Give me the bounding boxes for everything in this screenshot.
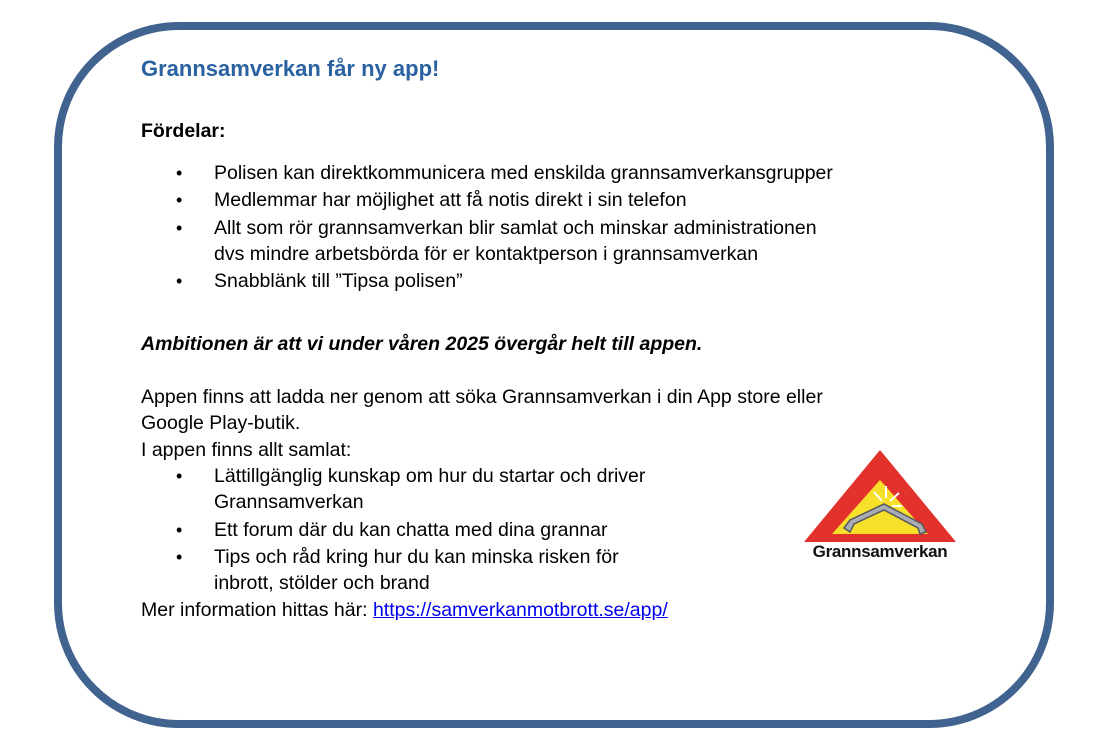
bullet-icon: • [176, 547, 183, 567]
download-text-line-2: Google Play-butik. [141, 412, 301, 434]
list-item [176, 268, 463, 294]
list-item-text-continued: dvs mindre arbetsbörda för er kontaktperson i grannsamverkan [214, 243, 759, 265]
bullet-icon: • [176, 466, 183, 486]
list-item-text: Polisen kan direktkommunicera med enskilda grannsamverkansgrupper [214, 162, 833, 184]
list-item-text-continued: Grannsamverkan [214, 491, 364, 513]
bullet-icon: • [176, 520, 183, 540]
list-item-text: Snabblänk till ”Tipsa polisen” [214, 270, 463, 292]
logo-wordmark: Grannsamverkan [812, 542, 948, 561]
list-item-text: Medlemmar har möjlighet att få notis direkt i sin telefon [214, 189, 687, 211]
list-item [176, 215, 817, 267]
list-item-text: Ett forum där du kan chatta med dina grannar [214, 519, 608, 541]
list-item [176, 463, 646, 515]
ambition-statement: Ambitionen är att vi under våren 2025 övergår helt till appen. [141, 333, 703, 355]
bullet-icon: • [176, 190, 183, 210]
list-item [176, 517, 608, 543]
list-item-text: Allt som rör grannsamverkan blir samlat och minskar administrationen [214, 217, 817, 239]
list-item-text-continued: inbrott, stölder och brand [214, 572, 430, 594]
bullet-icon: • [176, 218, 183, 238]
grannsamverkan-logo [800, 446, 960, 570]
list-item-text: Lättillgänglig kunskap om hur du startar och driver [214, 465, 646, 487]
more-info-label: Mer information hittas här: [141, 599, 373, 621]
list-item-text: Tips och råd kring hur du kan minska risken för [214, 546, 619, 568]
bullet-icon: • [176, 163, 183, 183]
warning-triangle-crowbar-icon [800, 446, 960, 546]
more-info-link[interactable]: https://samverkanmotbrott.se/app/ [372, 599, 668, 621]
page-title: Grannsamverkan får ny app! [141, 56, 440, 81]
download-text-line-1: Appen finns att ladda ner genom att söka Grannsamverkan i din App store eller [141, 386, 823, 408]
list-item [176, 187, 687, 213]
more-info-line [141, 597, 668, 623]
bullet-icon: • [176, 271, 183, 291]
list-item [176, 160, 833, 186]
list-item [176, 544, 619, 596]
benefits-heading: Fördelar: [141, 120, 226, 142]
features-intro: I appen finns allt samlat: [141, 439, 352, 461]
